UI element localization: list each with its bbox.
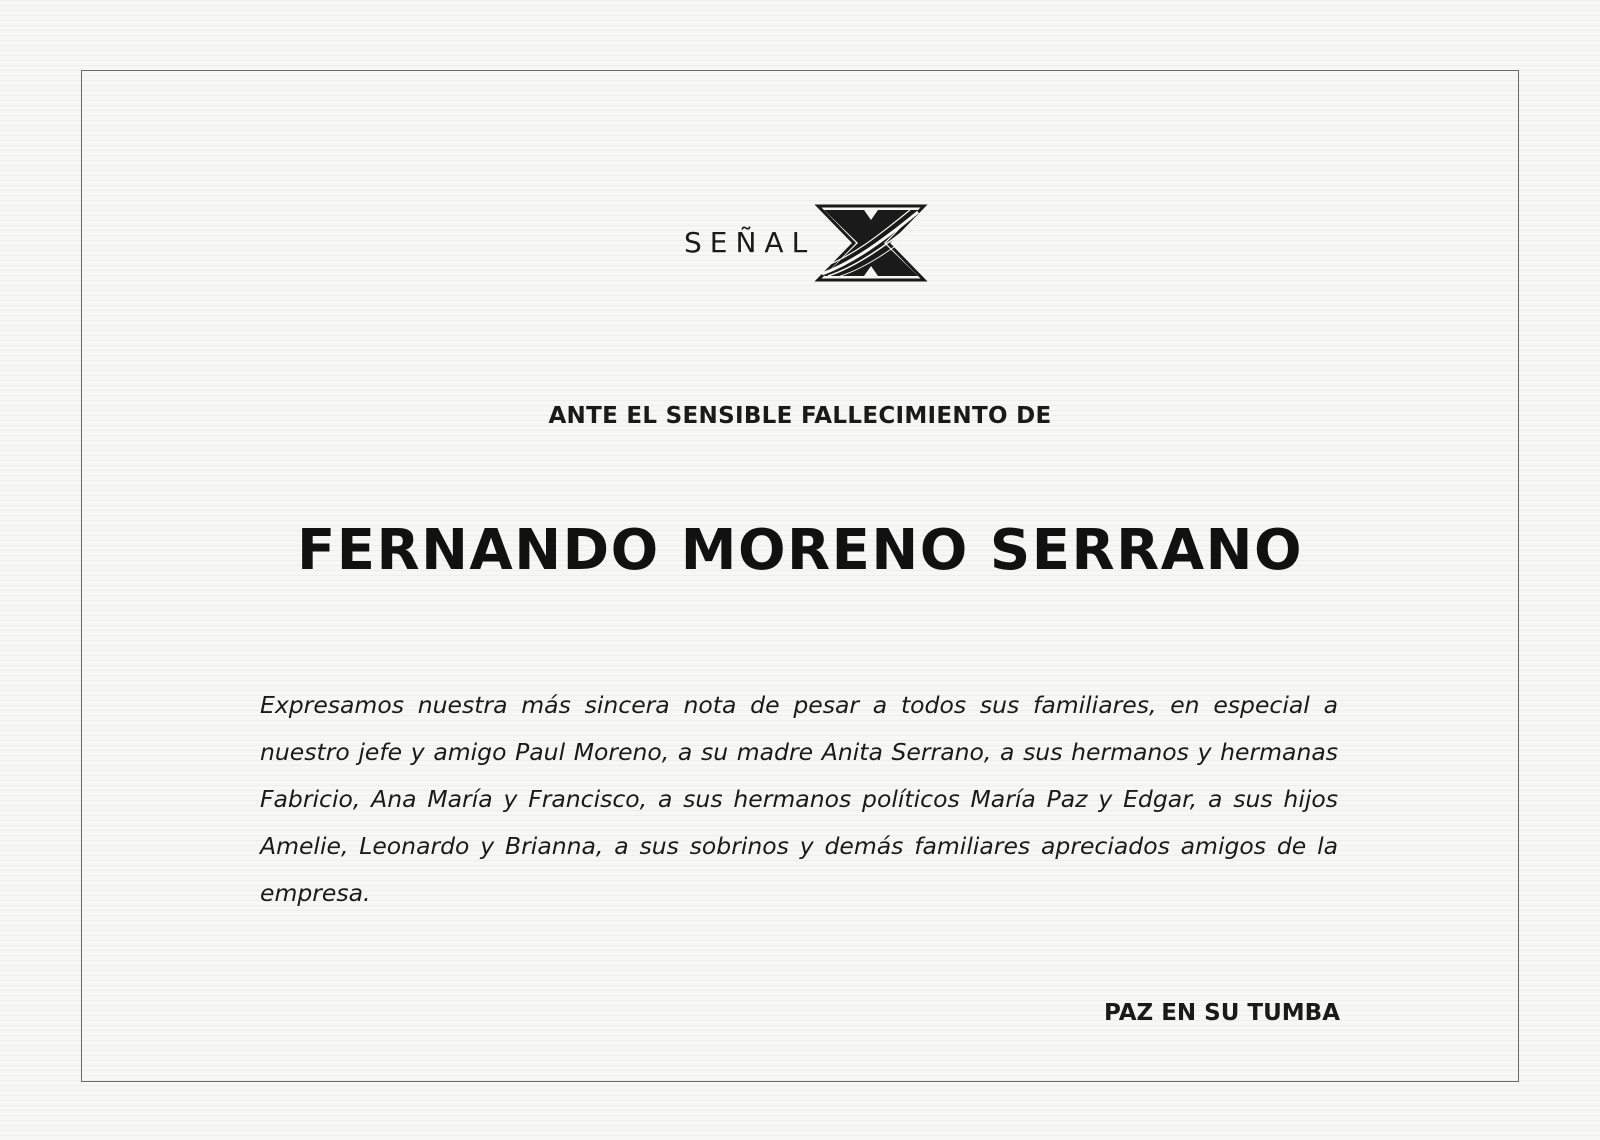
closing-phrase: PAZ EN SU TUMBA [1103, 1000, 1340, 1026]
logo-wordmark: SEÑAL [684, 226, 816, 259]
notice-intro: ANTE EL SENSIBLE FALLECIMIENTO DE [548, 403, 1052, 429]
company-logo [680, 204, 930, 282]
deceased-name: FERNANDO MORENO SERRANO [296, 518, 1304, 583]
x-emblem-icon [814, 204, 928, 282]
condolence-message: Expresamos nuestra más sincera nota de pesar a todos sus familiares, en especial a nuestro jefe y amigo Paul Moreno, a su madre Anita Serrano, a sus hermanos y hermanas Fabricio, Ana María y Francisco, a sus hermanos políticos María Paz y Edgar, a sus hijos Amelie, Leonardo y Brianna, a sus sobrinos y demás familiares apreciados amigos de la empresa. [260, 691, 1338, 907]
